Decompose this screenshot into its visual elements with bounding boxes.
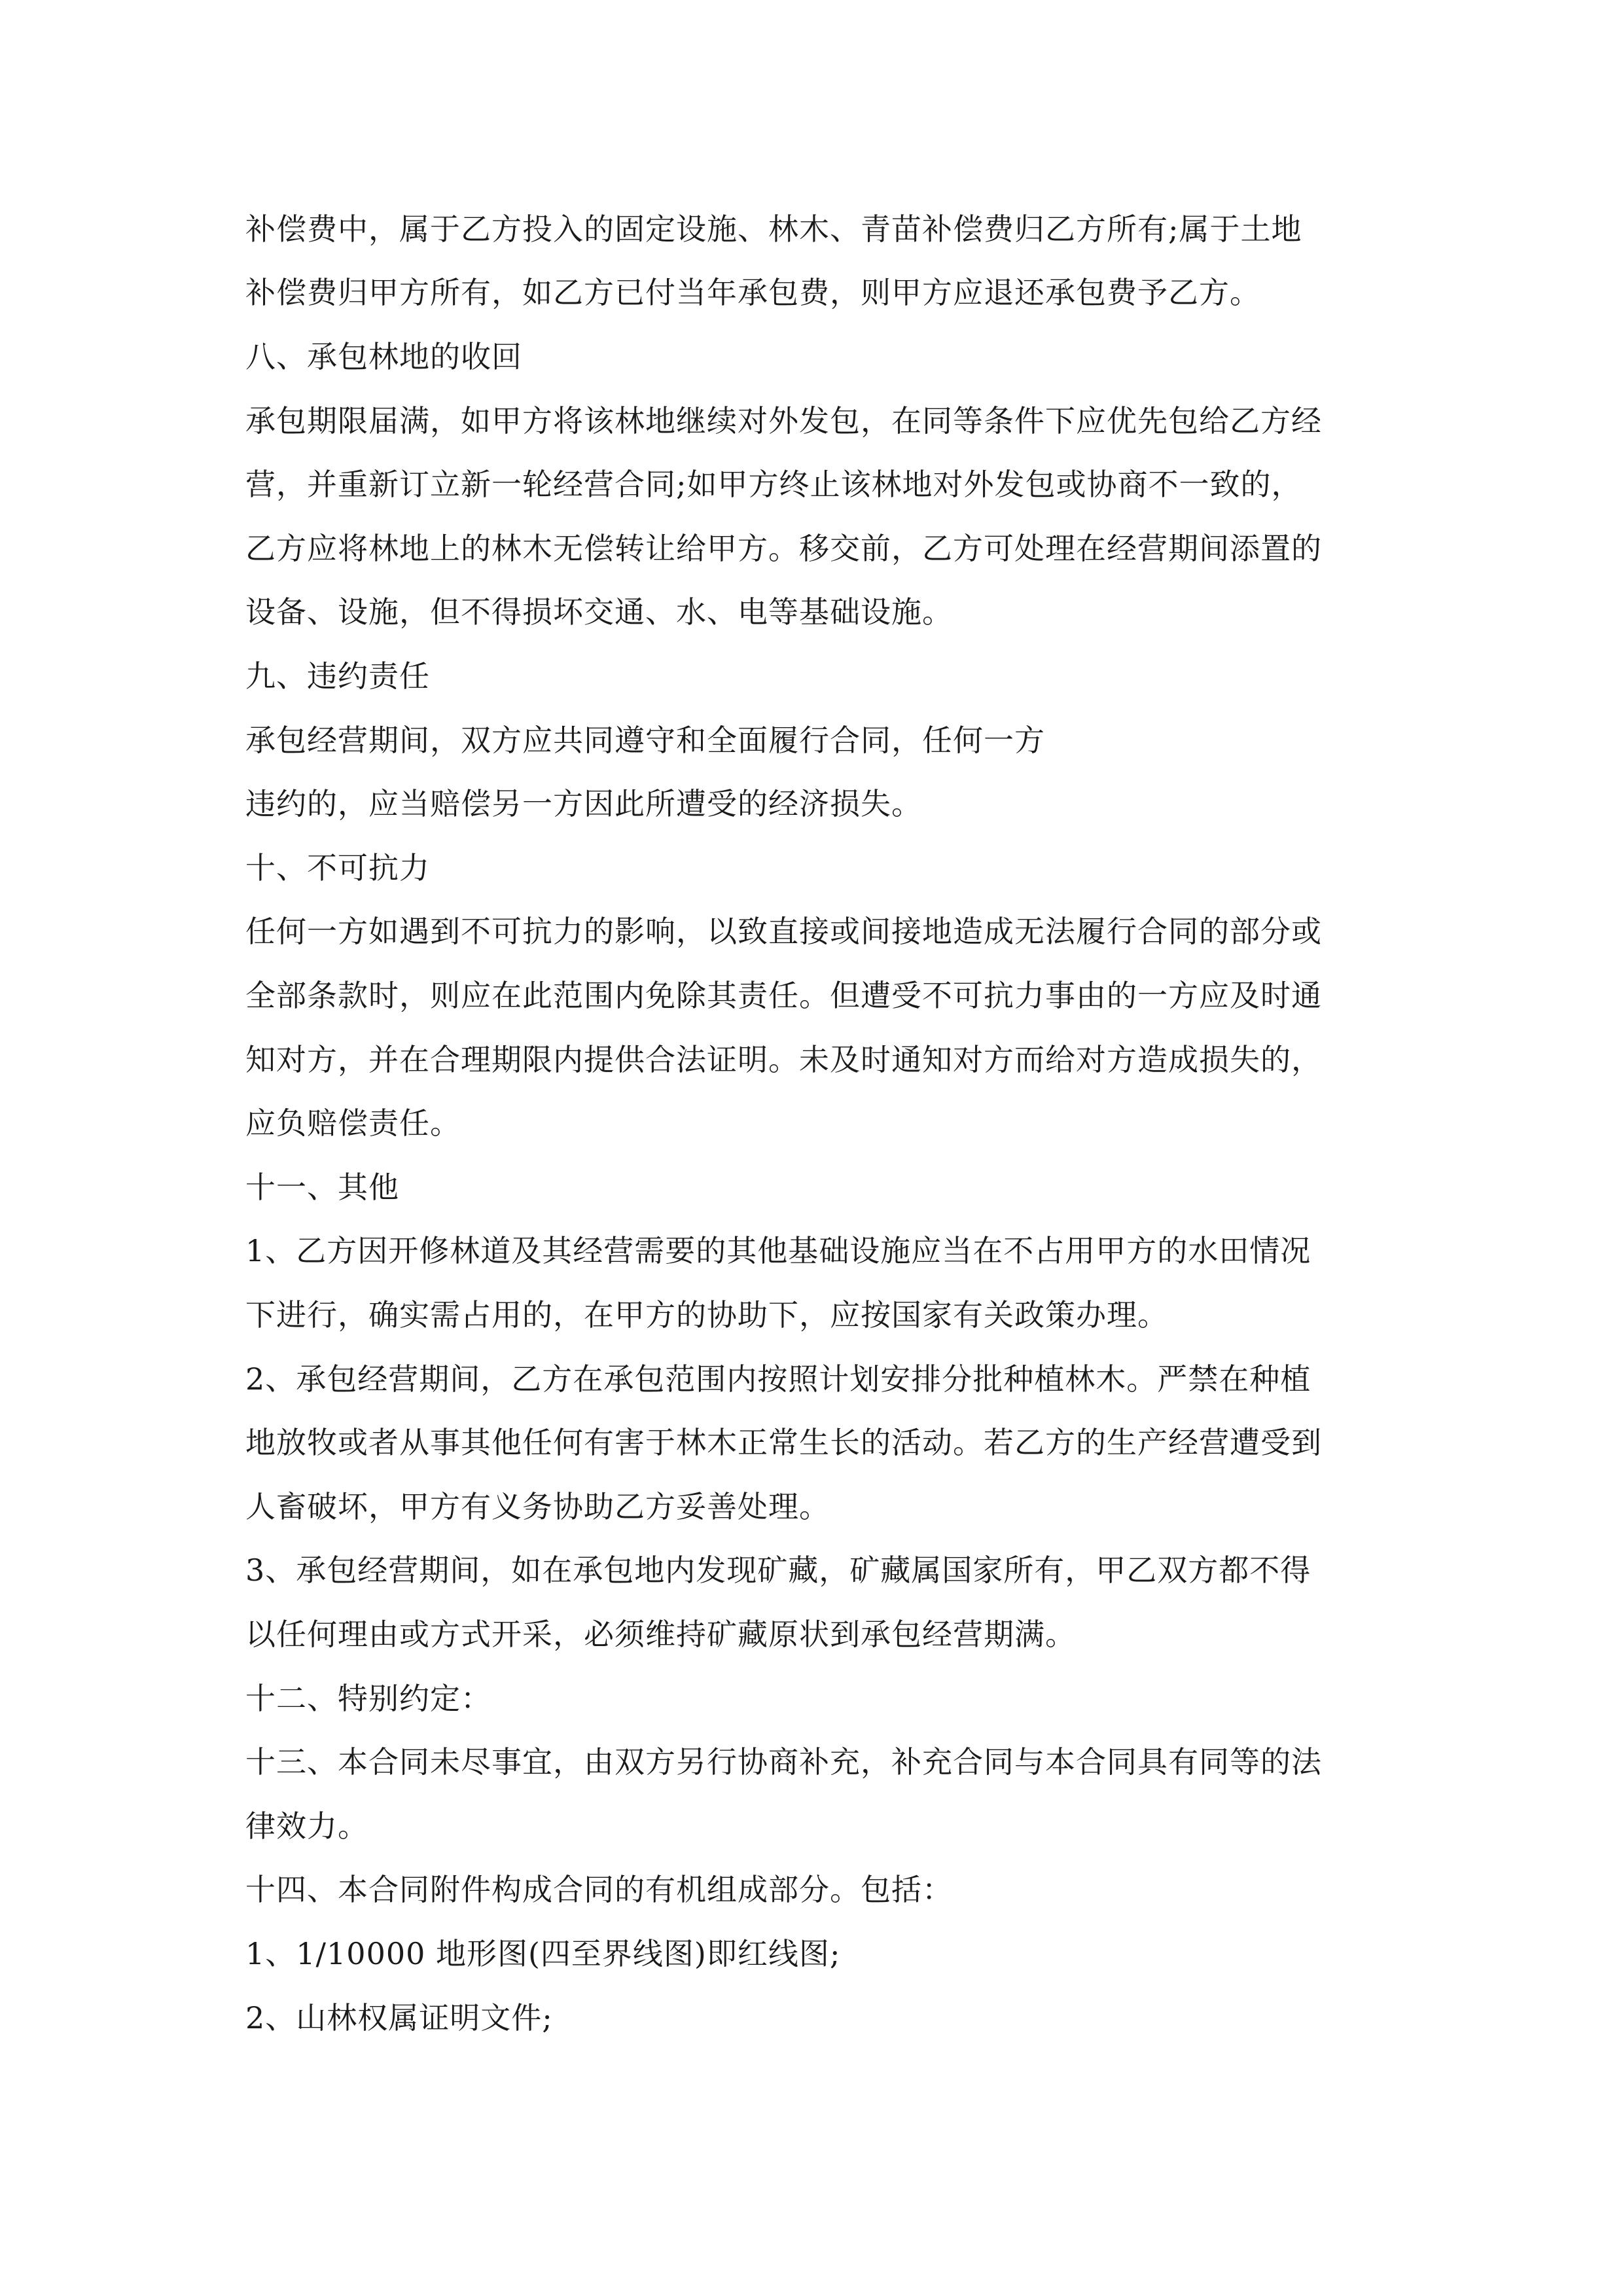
text-line: 乙方应将林地上的林木无偿转让给甲方。移交前，乙方可处理在经营期间添置的 [245, 531, 1322, 566]
text-line: 地放牧或者从事其他任何有害于林木正常生长的活动。若乙方的生产经营遭受到 [245, 1425, 1322, 1460]
text-line: 全部条款时，则应在此范围内免除其责任。但遭受不可抗力事由的一方应及时通 [245, 978, 1322, 1013]
text-line: 承包期限届满，如甲方将该林地继续对外发包，在同等条件下应优先包给乙方经 [245, 403, 1322, 439]
section-heading-11: 十一、其他 [245, 1170, 399, 1205]
section-heading-10: 十、不可抗力 [245, 850, 430, 886]
text-line: 补偿费中，属于乙方投入的固定设施、林木、青苗补偿费归乙方所有;属于土地 [245, 211, 1302, 247]
list-item: 2、山林权属证明文件; [245, 2000, 553, 2036]
text-line: 补偿费归甲方所有，如乙方已付当年承包费，则甲方应退还承包费予乙方。 [245, 275, 1260, 310]
text-line: 知对方，并在合理期限内提供合法证明。未及时通知对方而给对方造成损失的， [245, 1042, 1322, 1077]
text-line: 应负赔偿责任。 [245, 1105, 461, 1141]
section-heading-8: 八、承包林地的收回 [245, 339, 522, 374]
section-heading-12: 十二、特别约定： [245, 1681, 491, 1716]
section-heading-14: 十四、本合同附件构成合同的有机组成部分。包括： [245, 1872, 953, 1907]
text-line: 2、承包经营期间，乙方在承包范围内按照计划安排分批种植林木。严禁在种植 [245, 1361, 1311, 1397]
section-heading-9: 九、违约责任 [245, 658, 430, 694]
text-line: 营，并重新订立新一轮经营合同;如甲方终止该林地对外发包或协商不一致的， [245, 467, 1302, 502]
section-heading-13: 十三、本合同未尽事宜，由双方另行协商补充，补充合同与本合同具有同等的法 [245, 1744, 1322, 1780]
text-line: 下进行，确实需占用的，在甲方的协助下，应按国家有关政策办理。 [245, 1297, 1168, 1333]
text-line: 任何一方如遇到不可抗力的影响，以致直接或间接地造成无法履行合同的部分或 [245, 914, 1322, 949]
text-line: 1、乙方因开修林道及其经营需要的其他基础设施应当在不占用甲方的水田情况 [245, 1233, 1311, 1268]
list-item: 1、1/10000 地形图(四至界线图)即红线图; [245, 1936, 841, 1971]
text-line: 人畜破坏，甲方有义务协助乙方妥善处理。 [245, 1489, 830, 1524]
text-line: 设备、设施，但不得损坏交通、水、电等基础设施。 [245, 594, 953, 630]
text-line: 律效力。 [245, 1808, 368, 1844]
text-line: 以任何理由或方式开采，必须维持矿藏原状到承包经营期满。 [245, 1617, 1076, 1652]
text-line: 承包经营期间，双方应共同遵守和全面履行合同，任何一方 [245, 723, 1045, 758]
text-line: 违约的，应当赔偿另一方因此所遭受的经济损失。 [245, 786, 922, 821]
text-line: 3、承包经营期间，如在承包地内发现矿藏，矿藏属国家所有，甲乙双方都不得 [245, 1552, 1311, 1588]
